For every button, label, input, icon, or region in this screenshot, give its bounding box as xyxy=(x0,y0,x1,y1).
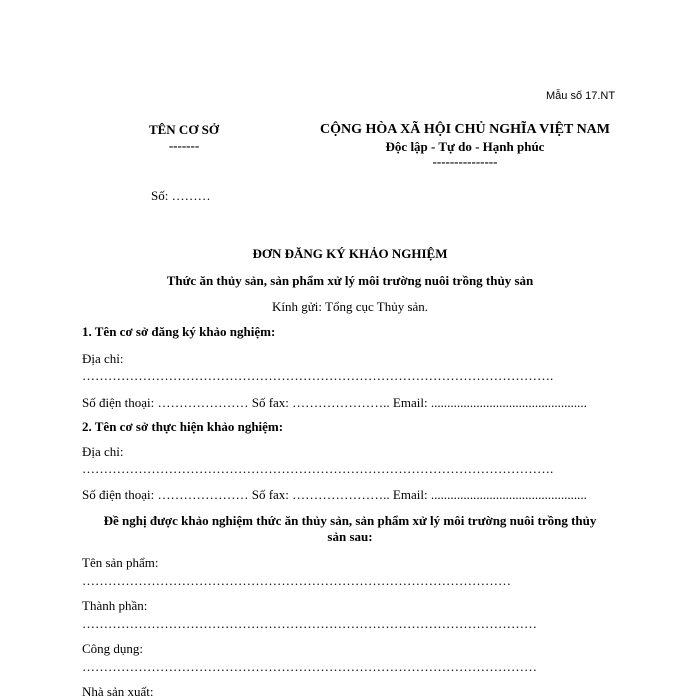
field-label: Nhà sản xuất: xyxy=(82,684,154,699)
field-label: Công dụng: xyxy=(82,641,144,656)
section1-contact-line[interactable]: Số điện thoại: ………………… Số fax: ………………….. Email: ................................................ xyxy=(82,395,587,410)
section2-contact-line[interactable]: Số điện thoại: ………………… Số fax: ………………….. Email: ................................................ xyxy=(82,487,587,502)
request-line-2: sản sau: xyxy=(327,529,373,544)
section1-address-field[interactable]: ………………………………………………………………………………………………. xyxy=(82,368,554,383)
usage-field[interactable]: …………………………………………………………………………………………… xyxy=(82,659,537,674)
motto-rule: --------------- xyxy=(432,154,498,169)
recipient: Kính gửi: Tổng cục Thủy sản. xyxy=(271,299,429,314)
document-title: ĐƠN ĐĂNG KÝ KHẢO NGHIỆM xyxy=(252,246,448,261)
field-label: Tên sản phẩm: xyxy=(82,555,159,570)
section1-address-label: Địa chỉ: xyxy=(82,351,124,366)
document-number: Số: ……… xyxy=(151,188,211,203)
section2-address-field[interactable]: ………………………………………………………………………………………………. xyxy=(82,461,554,476)
org-name-rule: ------- xyxy=(168,138,200,153)
document-subtitle: Thức ăn thủy sản, sản phẩm xử lý môi trường nuôi trồng thủy sản xyxy=(166,273,534,288)
motto: Độc lập - Tự do - Hạnh phúc xyxy=(385,139,545,154)
composition-field[interactable]: …………………………………………………………………………………………… xyxy=(82,616,537,631)
section1-heading: 1. Tên cơ sở đăng ký khảo nghiệm: xyxy=(82,324,276,339)
section2-heading: 2. Tên cơ sở thực hiện khảo nghiệm: xyxy=(82,419,284,434)
nation-title: CỘNG HÒA XÃ HỘI CHỦ NGHĨA VIỆT NAM xyxy=(319,122,610,137)
section2-address-label: Địa chỉ: xyxy=(82,444,124,459)
field-label: Thành phần: xyxy=(82,598,148,613)
form-code: Mẫu số 17.NT xyxy=(546,90,616,102)
request-line-1: Đề nghị được khảo nghiệm thức ăn thủy sản, sản phẩm xử lý môi trường nuôi trồng thủy xyxy=(103,513,597,528)
product-name-field[interactable]: ……………………………………………………………………………………… xyxy=(82,573,511,588)
org-name: TÊN CƠ SỞ xyxy=(148,122,220,137)
